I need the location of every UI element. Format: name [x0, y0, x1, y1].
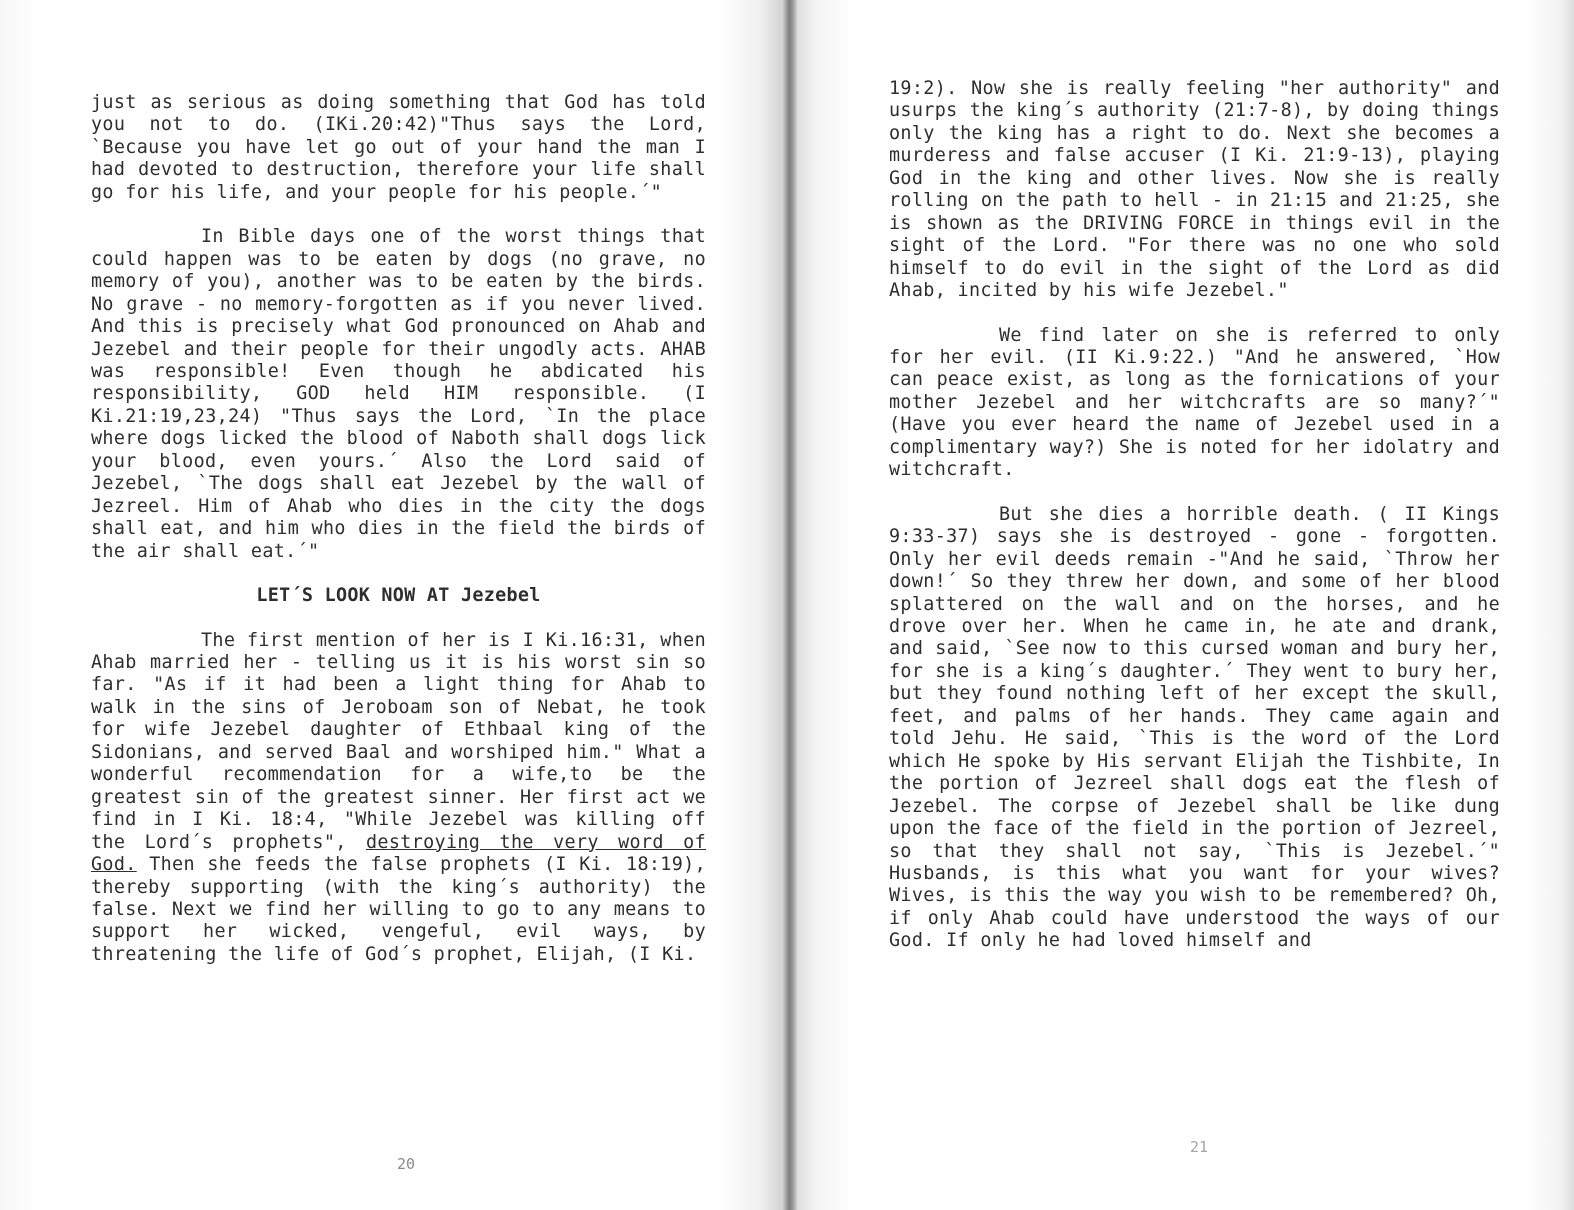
section-heading: LET´S LOOK NOW AT Jezebel: [256, 585, 541, 607]
book-gutter: [783, 0, 797, 1210]
paragraph-2: In Bible days one of the worst things that could happen was to be eaten by dogs (no grave, no memory of you), another was to be eaten by the birds. No grave - no memory-forgotten as if you never lived. And this is precisely what God pronounced on Ahab and Jezebel and their people for their ungodly acts. AHAB was responsible! Even though he abdicated his responsibility, GOD held HIM responsible. (I Ki.21:19,23,24) "Thus says the Lord, `In the place where dogs licked the blood of Naboth shall dogs lick your blood, even yours.´ Also the Lord said of Jezebel, `The dogs shall eat Jezebel by the wall of Jezreel. Him of Ahab who dies in the city the dogs shall eat, and him who dies in the field the birds of the air shall eat.´": [91, 226, 706, 562]
left-page-text: [91, 92, 706, 988]
paragraph-6: But she dies a horrible death. ( II Kings 9:33-37) says she is destroyed - gone - forgotten. Only her evil deeds remain -"And he said, `Throw her down!´ So they threw her down, and some of her blood splattered on the wall and on the horses, and he drove over her. When he came in, he ate and drank, and said, `See now to this cursed woman and bury her, for she is a king´s daughter.´ They went to bury her, but they found nothing left of her except the skull, feet, and palms of her hands. They came again and told Jehu. He said, `This is the word of the Lord which He spoke by His servant Elijah the Tishbite, In the portion of Jezreel shall dogs eat the flesh of Jezebel. The corpse of Jezebel shall be like dung upon the face of the field in the portion of Jezreel, so that they shall not say, `This is Jezebel.´" Husbands, is this what you want for your wives? Wives, is this the way you wish to be remembered? Oh, if only Ahab could have understood the ways of our God. If only he had loved himself and: [889, 503, 1500, 952]
paragraph-3-part-2: Then she feeds the false prophets (I Ki. 18:19), thereby supporting (with the king´s authority) the false. Next we find her willing to go to any means to support her wicked, vengeful, evil ways, by threatening the life of God´s prophet, Elijah, (I Ki.: [91, 854, 706, 965]
paragraph-4: 19:2). Now she is really feeling "her authority" and usurps the king´s authority (21:7-8), by doing things only the king has a right to do. Next she becomes a murderess and false accuser (I Ki. 21:9-13), playing God in the king and other lives. Now she is really rolling on the path to hell - in 21:15 and 21:25, she is shown as the DRIVING FORCE in things evil in the sight of the Lord. "For there was no one who sold himself to do evil in the sight of the Lord as did Ahab, incited by his wife Jezebel.": [889, 78, 1500, 302]
paragraph-3-part-1: The first mention of her is I Ki.16:31, when Ahab married her - telling us it is his worst sin so far. "As if it had been a light thing for Ahab to walk in the sins of Jeroboam son of Nebat, he took for wife Jezebel daughter of Ethbaal king of the Sidonians, and served Baal and worshiped him." What a wonderful recommendation for a wife,to be the greatest sin of the greatest sinner. Her first act we find in I Ki. 18:4, "While Jezebel was killing off the Lord´s prophets",: [91, 629, 706, 853]
underlined-phrase: destroying the very word of God.: [91, 831, 706, 876]
paragraph-5: We find later on she is referred to only for her evil. (II Ki.9:22.) "And he answered, `How can peace exist, as long as the fornications of your mother Jezebel and her witchcrafts are so many?´" (Have you ever heard the name of Jezebel used in a complimentary way?) She is noted for her idolatry and witchcraft.: [889, 324, 1500, 481]
page-number-right: 21: [1190, 1138, 1209, 1156]
page-number-left: 20: [397, 1155, 416, 1173]
left-page: [0, 0, 785, 1210]
paragraph-3: [91, 630, 706, 967]
right-page-text: [889, 78, 1500, 975]
paragraph-1: just as serious as doing something that God has told you not to do. (IKi.20:42)"Thus says the Lord, `Because you have let go out of your hand the man I had devoted to destruction, therefore your life shall go for his life, and your people for his people.´": [91, 92, 706, 203]
